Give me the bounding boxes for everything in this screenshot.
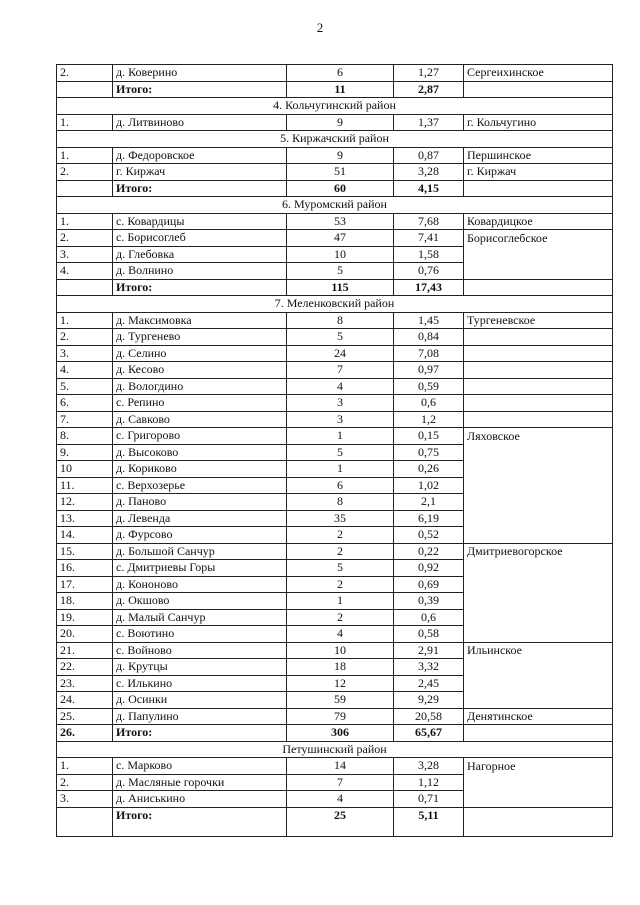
table-row [57,560,613,577]
household-count: 9 [287,114,394,131]
area-value: 0,39 [394,593,464,610]
settlement-name [464,725,613,742]
district-header-row [57,197,613,214]
area-value: 1,27 [394,65,464,82]
household-count: 47 [287,230,394,247]
household-count: 14 [287,758,394,775]
area-value: 7,68 [394,213,464,230]
total-label: Итого: [113,279,287,296]
area-value: 2,45 [394,675,464,692]
row-number: 16. [57,560,113,577]
row-number: 3. [57,791,113,808]
area-value: 0,6 [394,609,464,626]
row-number: 19. [57,609,113,626]
total-row [57,725,613,742]
area-value: 0,87 [394,147,464,164]
table-row [57,147,613,164]
row-number: 2. [57,164,113,181]
locality-name: с. Илькино [113,675,287,692]
table-row [57,708,613,725]
settlement-name [464,692,613,709]
household-count: 2 [287,576,394,593]
total-row [57,279,613,296]
table-row [57,65,613,82]
locality-name: с. Ковардицы [113,213,287,230]
row-number: 2. [57,329,113,346]
row-number: 6. [57,395,113,412]
settlement-name [464,675,613,692]
table-row [57,692,613,709]
locality-name: д. Окшово [113,593,287,610]
household-count: 5 [287,263,394,280]
row-number: 3. [57,246,113,263]
household-count: 8 [287,312,394,329]
row-number: 26. [57,725,113,742]
settlement-name [464,444,613,461]
row-number: 4. [57,362,113,379]
locality-name: с. Войново [113,642,287,659]
row-number: 1. [57,147,113,164]
household-count: 1 [287,428,394,445]
table-row [57,114,613,131]
area-value: 0,92 [394,560,464,577]
table-row [57,510,613,527]
household-count: 2 [287,609,394,626]
locality-name: д. Левенда [113,510,287,527]
table-row [57,675,613,692]
table-row [57,246,613,263]
table-row [57,609,613,626]
table-row [57,593,613,610]
district-title: 7. Меленковский район [57,296,613,313]
locality-name: с. Воютино [113,626,287,643]
area-value: 0,84 [394,329,464,346]
household-count: 2 [287,527,394,544]
household-count: 5 [287,560,394,577]
row-number: 9. [57,444,113,461]
row-number: 24. [57,692,113,709]
total-label: Итого: [113,81,287,98]
row-number: 1. [57,312,113,329]
locality-name: с. Репино [113,395,287,412]
household-count: 4 [287,791,394,808]
table-row [57,164,613,181]
settlement-name [464,494,613,511]
table-row [57,576,613,593]
locality-name: д. Савково [113,411,287,428]
settlements-table [56,64,613,837]
household-count: 1 [287,461,394,478]
area-value: 7,41 [394,230,464,247]
locality-name: д. Большой Санчур [113,543,287,560]
row-number: 12. [57,494,113,511]
table-row [57,444,613,461]
row-number: 10 [57,461,113,478]
table-row [57,642,613,659]
household-count: 7 [287,362,394,379]
settlement-name [464,791,613,808]
area-value: 2,91 [394,642,464,659]
settlement-name [464,263,613,280]
household-count: 10 [287,642,394,659]
row-number: 1. [57,114,113,131]
row-number: 7. [57,411,113,428]
household-count: 6 [287,477,394,494]
total-label: Итого: [113,807,287,836]
household-count: 24 [287,345,394,362]
area-value: 9,29 [394,692,464,709]
locality-name: д. Осинки [113,692,287,709]
household-count: 9 [287,147,394,164]
household-count: 59 [287,692,394,709]
total-row [57,180,613,197]
settlement-name: Борисоглебское [464,230,613,247]
district-header-row [57,296,613,313]
household-count: 3 [287,411,394,428]
table-row [57,774,613,791]
locality-name: д. Федоровское [113,147,287,164]
area-value: 0,6 [394,395,464,412]
settlement-name: Першинское [464,147,613,164]
area-value: 17,43 [394,279,464,296]
area-value: 0,69 [394,576,464,593]
area-value: 1,37 [394,114,464,131]
row-number [57,180,113,197]
area-value: 0,22 [394,543,464,560]
row-number: 11. [57,477,113,494]
row-number [57,81,113,98]
row-number: 4. [57,263,113,280]
area-value: 0,26 [394,461,464,478]
household-count: 35 [287,510,394,527]
settlement-name [464,279,613,296]
table-row [57,758,613,775]
area-value: 65,67 [394,725,464,742]
area-value: 0,76 [394,263,464,280]
row-number: 3. [57,345,113,362]
household-count: 11 [287,81,394,98]
row-number [57,807,113,836]
settlement-name [464,807,613,836]
area-value: 1,45 [394,312,464,329]
district-title: 6. Муромский район [57,197,613,214]
settlement-name [464,329,613,346]
district-title: 4. Кольчугинский район [57,98,613,115]
settlement-name [464,395,613,412]
locality-name: д. Фурсово [113,527,287,544]
area-value: 3,32 [394,659,464,676]
row-number: 8. [57,428,113,445]
table-row [57,461,613,478]
row-number: 17. [57,576,113,593]
locality-name: д. Вологдино [113,378,287,395]
locality-name: с. Верхозерье [113,477,287,494]
table-row [57,791,613,808]
locality-name: с. Григорово [113,428,287,445]
table-row [57,477,613,494]
row-number: 22. [57,659,113,676]
locality-name: д. Селино [113,345,287,362]
locality-name: д. Малый Санчур [113,609,287,626]
household-count: 53 [287,213,394,230]
settlement-name [464,411,613,428]
row-number: 2. [57,230,113,247]
household-count: 60 [287,180,394,197]
settlement-name: Ляховское [464,428,613,445]
settlement-name [464,81,613,98]
household-count: 79 [287,708,394,725]
area-value: 5,11 [394,807,464,836]
table-row [57,411,613,428]
locality-name: д. Волнино [113,263,287,280]
settlement-name [464,560,613,577]
row-number: 25. [57,708,113,725]
area-value: 1,58 [394,246,464,263]
table-row [57,345,613,362]
household-count: 7 [287,774,394,791]
settlement-name: г. Киржач [464,164,613,181]
table-row [57,395,613,412]
household-count: 10 [287,246,394,263]
settlement-name: Ильинское [464,642,613,659]
locality-name: д. Кононово [113,576,287,593]
household-count: 5 [287,444,394,461]
row-number: 14. [57,527,113,544]
settlement-name [464,180,613,197]
household-count: 3 [287,395,394,412]
settlement-name: г. Кольчугино [464,114,613,131]
locality-name: д. Тургенево [113,329,287,346]
row-number: 5. [57,378,113,395]
area-value: 20,58 [394,708,464,725]
district-title: 5. Киржачский район [57,131,613,148]
row-number: 2. [57,65,113,82]
locality-name: с. Дмитриевы Горы [113,560,287,577]
total-label: Итого: [113,180,287,197]
area-value: 3,28 [394,758,464,775]
table-row [57,659,613,676]
settlement-name [464,774,613,791]
locality-name: д. Паново [113,494,287,511]
row-number [57,279,113,296]
table-row [57,213,613,230]
household-count: 1 [287,593,394,610]
locality-name: д. Литвиново [113,114,287,131]
household-count: 2 [287,543,394,560]
locality-name: д. Максимовка [113,312,287,329]
row-number: 23. [57,675,113,692]
row-number: 21. [57,642,113,659]
settlement-name [464,378,613,395]
row-number: 2. [57,774,113,791]
table-row [57,230,613,247]
area-value: 0,52 [394,527,464,544]
area-value: 1,02 [394,477,464,494]
locality-name: д. Масляные горочки [113,774,287,791]
area-value: 0,59 [394,378,464,395]
settlement-name: Денятинское [464,708,613,725]
table-row [57,362,613,379]
settlement-name [464,527,613,544]
total-row [57,81,613,98]
area-value: 0,58 [394,626,464,643]
locality-name: д. Аниськино [113,791,287,808]
locality-name: д. Кесово [113,362,287,379]
locality-name: д. Крутцы [113,659,287,676]
household-count: 12 [287,675,394,692]
household-count: 306 [287,725,394,742]
area-value: 2,87 [394,81,464,98]
area-value: 7,08 [394,345,464,362]
table-row [57,329,613,346]
settlement-name [464,345,613,362]
household-count: 18 [287,659,394,676]
settlement-name: Нагорное [464,758,613,775]
table-row [57,543,613,560]
locality-name: д. Коверино [113,65,287,82]
total-label: Итого: [113,725,287,742]
settlement-name [464,626,613,643]
area-value: 1,2 [394,411,464,428]
table-row [57,378,613,395]
total-row [57,807,613,836]
settlement-name: Ковардицкое [464,213,613,230]
household-count: 4 [287,626,394,643]
settlement-name: Дмитриевогорское [464,543,613,560]
area-value: 2,1 [394,494,464,511]
area-value: 1,12 [394,774,464,791]
table-row [57,494,613,511]
locality-name: с. Борисоглеб [113,230,287,247]
settlement-name [464,461,613,478]
locality-name: г. Киржач [113,164,287,181]
settlement-name: Тургеневское [464,312,613,329]
settlement-name [464,477,613,494]
row-number: 13. [57,510,113,527]
table-row [57,527,613,544]
settlement-name [464,609,613,626]
settlement-name [464,593,613,610]
settlement-name [464,362,613,379]
locality-name: д. Кориково [113,461,287,478]
household-count: 4 [287,378,394,395]
district-header-row [57,741,613,758]
household-count: 25 [287,807,394,836]
area-value: 6,19 [394,510,464,527]
area-value: 4,15 [394,180,464,197]
household-count: 6 [287,65,394,82]
district-title: Петушинский район [57,741,613,758]
table-row [57,626,613,643]
area-value: 0,71 [394,791,464,808]
household-count: 115 [287,279,394,296]
settlement-name [464,510,613,527]
row-number: 20. [57,626,113,643]
locality-name: д. Высоково [113,444,287,461]
table-row [57,263,613,280]
settlement-name [464,246,613,263]
area-value: 0,15 [394,428,464,445]
district-header-row [57,98,613,115]
page-number: 2 [316,20,324,35]
household-count: 8 [287,494,394,511]
area-value: 0,75 [394,444,464,461]
table-row [57,428,613,445]
row-number: 1. [57,758,113,775]
locality-name: д. Папулино [113,708,287,725]
locality-name: с. Марково [113,758,287,775]
row-number: 1. [57,213,113,230]
row-number: 18. [57,593,113,610]
row-number: 15. [57,543,113,560]
table-row [57,312,613,329]
locality-name: д. Глебовка [113,246,287,263]
settlement-name [464,576,613,593]
household-count: 5 [287,329,394,346]
district-header-row [57,131,613,148]
settlement-name [464,659,613,676]
settlement-name: Сергеихинское [464,65,613,82]
household-count: 51 [287,164,394,181]
area-value: 3,28 [394,164,464,181]
area-value: 0,97 [394,362,464,379]
